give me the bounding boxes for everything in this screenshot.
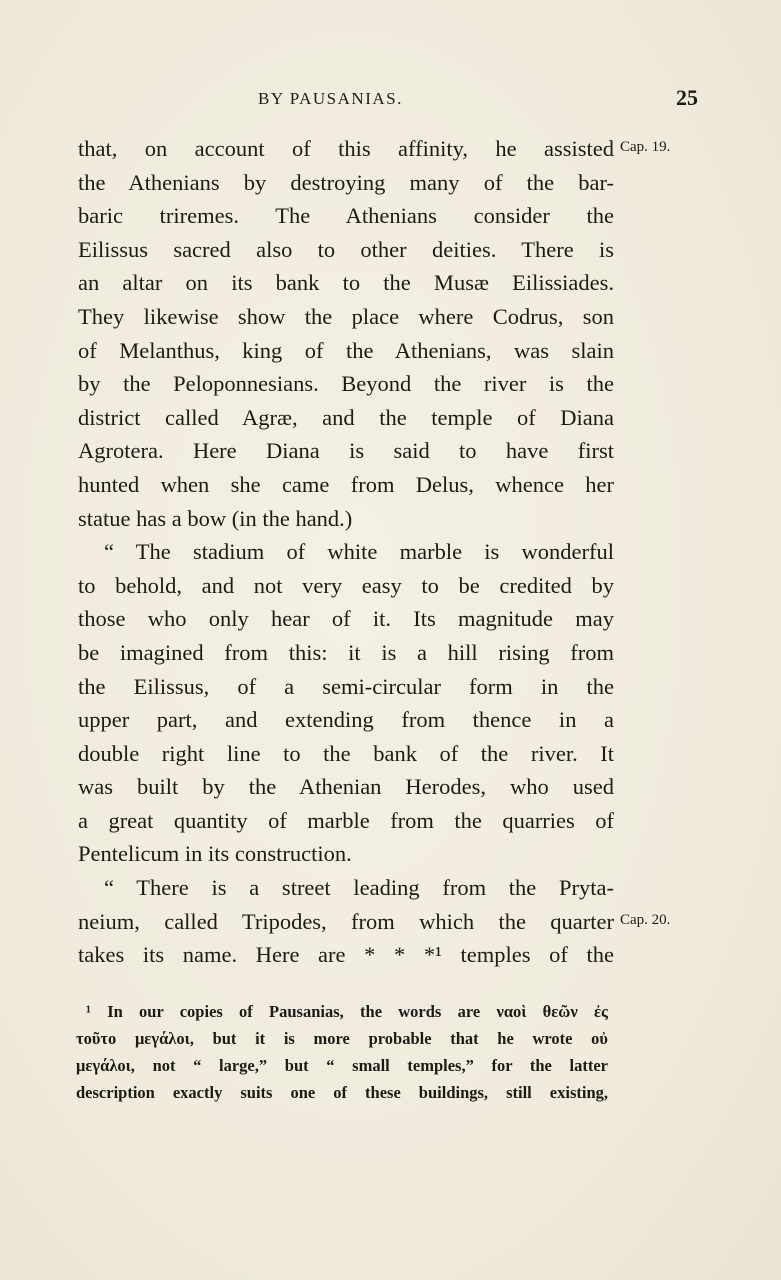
running-head — [0, 86, 781, 112]
text-line: hunted when she came from Delus, whence her — [78, 471, 614, 497]
text-line: upper part, and extending from thence in a — [78, 707, 614, 733]
footnote-line: τοῦτο μεγάλοι, but it is more probable that he wrote οὐ — [76, 1029, 608, 1048]
page-number: 25 — [676, 85, 698, 110]
text-line: an altar on its bank to the Musæ Eilissiades. — [78, 270, 614, 296]
text-line: baric triremes. The Athenians consider the — [78, 203, 614, 229]
text-line: the Athenians by destroying many of the bar- — [78, 169, 614, 195]
text-line: by the Peloponnesians. Beyond the river is the — [78, 371, 614, 397]
text-line: a great quantity of marble from the quarries of — [78, 807, 614, 833]
text-line: takes its name. Here are * * *¹ temples of the — [78, 942, 614, 968]
text-line: the Eilissus, of a semi-circular form in the — [78, 673, 614, 699]
body-text — [78, 132, 614, 972]
text-line: district called Agræ, and the temple of Diana — [78, 404, 614, 430]
text-line: “ The stadium of white marble is wonderful — [104, 539, 614, 565]
text-line: to behold, and not very easy to be credited by — [78, 572, 614, 598]
text-line: “ There is a street leading from the Pryta- — [104, 875, 614, 901]
text-line: They likewise show the place where Codrus, son — [78, 303, 614, 329]
text-line: Eilissus sacred also to other deities. There is — [78, 236, 614, 262]
text-line: Agrotera. Here Diana is said to have first — [78, 438, 614, 464]
text-line: neium, called Tripodes, from which the quarter — [78, 908, 614, 934]
text-line: was built by the Athenian Herodes, who used — [78, 774, 614, 800]
footnote-line: ¹ In our copies of Pausanias, the words are ναοὶ θεῶν ἐς — [86, 1002, 608, 1021]
margin-note: Cap. 19. — [620, 139, 671, 155]
text-line: of Melanthus, king of the Athenians, was slain — [78, 337, 614, 363]
text-line: statue has a bow (in the hand.) — [78, 505, 353, 531]
text-line: Pentelicum in its construction. — [78, 841, 352, 867]
margin-note: Cap. 20. — [620, 911, 671, 928]
text-line: double right line to the bank of the river. It — [78, 740, 614, 766]
footnote-line: description exactly suits one of these buildings, still existing, — [76, 1083, 608, 1102]
text-line: that, on account of this affinity, he assisted — [78, 136, 614, 161]
text-line: those who only hear of it. Its magnitude may — [78, 606, 614, 632]
running-title: BY PAUSANIAS. — [258, 89, 403, 108]
text-line: be imagined from this: it is a hill rising from — [78, 639, 614, 665]
footnotes — [76, 998, 608, 1106]
footnote-line: μεγάλοι, not “ large,” but “ small temples,” for the latter — [76, 1056, 608, 1075]
